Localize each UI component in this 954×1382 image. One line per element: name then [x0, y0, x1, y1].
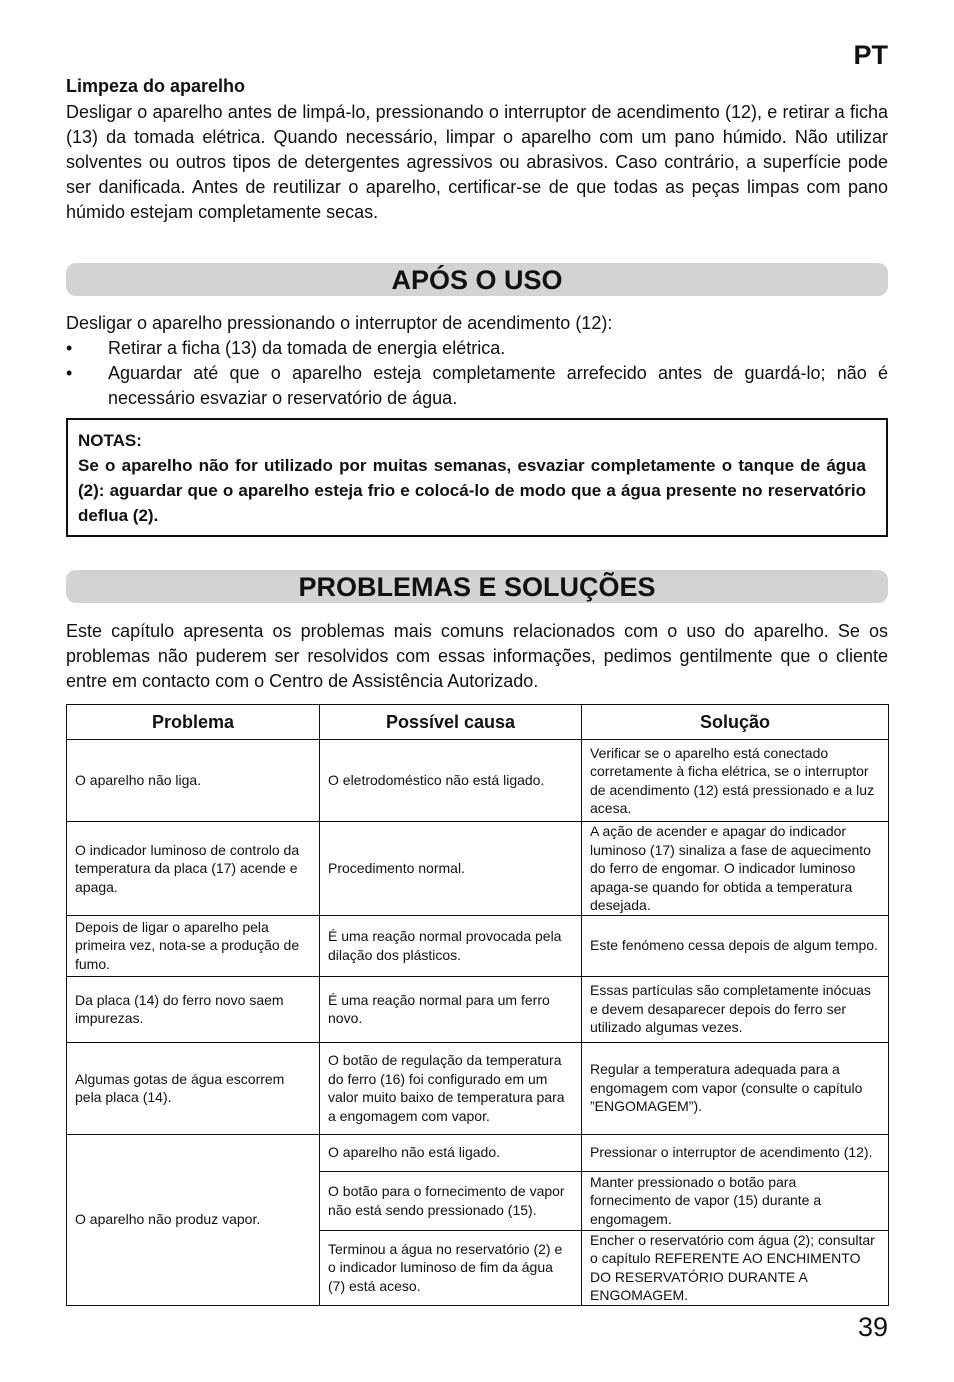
problem-cell: O aparelho não produz vapor. [67, 1134, 320, 1305]
troubleshooting-table [66, 704, 889, 1306]
problems-intro: Este capítulo apresenta os problemas mais comuns relacionados com o uso do aparelho. Se os problemas não puderem ser resolvidos com essas informações, pedimos gentilmente que o cliente entre em contacto com o Centro de Assistência Autorizado. [66, 621, 888, 691]
solution-cell: Pressionar o interruptor de acendimento (12). [582, 1134, 889, 1171]
cause-cell: O botão para o fornecimento de vapor não está sendo pressionado (15). [320, 1171, 582, 1230]
solution-cell: Regular a temperatura adequada para a engomagem com vapor (consulte o capítulo ”ENGOMAGEM”). [582, 1042, 889, 1134]
cause-cell: O aparelho não está ligado. [320, 1134, 582, 1171]
solution-cell: Manter pressionado o botão para fornecimento de vapor (15) durante a engomagem. [582, 1171, 889, 1230]
bullet-text: Retirar a ficha (13) da tomada de energia elétrica. [108, 338, 506, 358]
bullet-icon: • [66, 338, 73, 358]
table-row [67, 1134, 889, 1171]
table-row [67, 822, 889, 916]
solution-cell: A ação de acender e apagar do indicador luminoso (17) sinaliza a fase de aquecimento do ferro de engomar. O indicador luminoso apaga-se quando for obtida a temperatura desejada. [582, 822, 889, 916]
cause-cell: É uma reação normal provocada pela dilação dos plásticos. [320, 915, 582, 976]
bullet-icon: • [66, 363, 73, 383]
table-row [67, 915, 889, 976]
table-row [67, 1042, 889, 1134]
notes-title: NOTAS: [78, 431, 142, 450]
column-header-problem: Problema [67, 705, 320, 740]
table-row [67, 976, 889, 1042]
problems-heading: PROBLEMAS E SOLUÇÕES [66, 570, 888, 603]
list-item [66, 336, 888, 361]
problem-cell: Algumas gotas de água escorrem pela placa (14). [67, 1042, 320, 1134]
solution-cell: Este fenómeno cessa depois de algum tempo. [582, 915, 889, 976]
list-item [66, 361, 888, 411]
solution-cell: Essas partículas são completamente inócuas e devem desaparecer depois do ferro ser utilizado algumas vezes. [582, 976, 889, 1042]
problem-cell: O aparelho não liga. [67, 740, 320, 822]
after-use-bullet-list [66, 336, 888, 411]
page-number: 39 [857, 1312, 888, 1342]
problem-cell: Da placa (14) do ferro novo saem impurezas. [67, 976, 320, 1042]
table-header-row [67, 705, 889, 740]
language-code: PT [853, 40, 888, 70]
solution-cell: Verificar se o aparelho está conectado corretamente à ficha elétrica, se o interruptor de acendimento (12) está pressionado e a luz acesa. [582, 740, 889, 822]
cause-cell: Procedimento normal. [320, 822, 582, 916]
column-header-solution: Solução [582, 705, 889, 740]
after-use-heading: APÓS O USO [66, 263, 888, 296]
cause-cell: O botão de regulação da temperatura do ferro (16) foi configurado em um valor muito baixo de temperatura para a engomagem com vapor. [320, 1042, 582, 1134]
solution-cell: Encher o reservatório com água (2); consultar o capítulo REFERENTE AO ENCHIMENTO DO RESERVATÓRIO DURANTE A ENGOMAGEM. [582, 1230, 889, 1305]
cause-cell: O eletrodoméstico não está ligado. [320, 740, 582, 822]
problem-cell: Depois de ligar o aparelho pela primeira vez, nota-se a produção de fumo. [67, 915, 320, 976]
problem-cell: O indicador luminoso de controlo da temperatura da placa (17) acende e apaga. [67, 822, 320, 916]
cleaning-paragraph: Desligar o aparelho antes de limpá-lo, pressionando o interruptor de acendimento (12), e retirar a ficha (13) da tomada elétrica. Quando necessário, limpar o aparelho com um pano húmido. Não utilizar solventes ou outros tipos de detergentes agressivos ou abrasivos. Caso contrário, a superfície pode ser danificada. Antes de reutilizar o aparelho, certificar-se de que todas as peças limpas com pano húmido estejam completamente secas. [66, 102, 888, 222]
table-row [67, 740, 889, 822]
cleaning-title: Limpeza do aparelho [66, 76, 246, 96]
cause-cell: Terminou a água no reservatório (2) e o indicador luminoso de fim da água (7) está aceso. [320, 1230, 582, 1305]
cause-cell: É uma reação normal para um ferro novo. [320, 976, 582, 1042]
bullet-text: Aguardar até que o aparelho esteja completamente arrefecido antes de guardá-lo; não é necessário esvaziar o reservatório de água. [108, 363, 888, 408]
after-use-intro: Desligar o aparelho pressionando o interruptor de acendimento (12): [66, 313, 613, 333]
notes-text: Se o aparelho não for utilizado por muitas semanas, esvaziar completamente o tanque de água (2): aguardar que o aparelho esteja frio e colocá-lo de modo que a água presente no reservatório deflua (2). [78, 456, 866, 525]
column-header-cause: Possível causa [320, 705, 582, 740]
notes-box [66, 418, 888, 537]
